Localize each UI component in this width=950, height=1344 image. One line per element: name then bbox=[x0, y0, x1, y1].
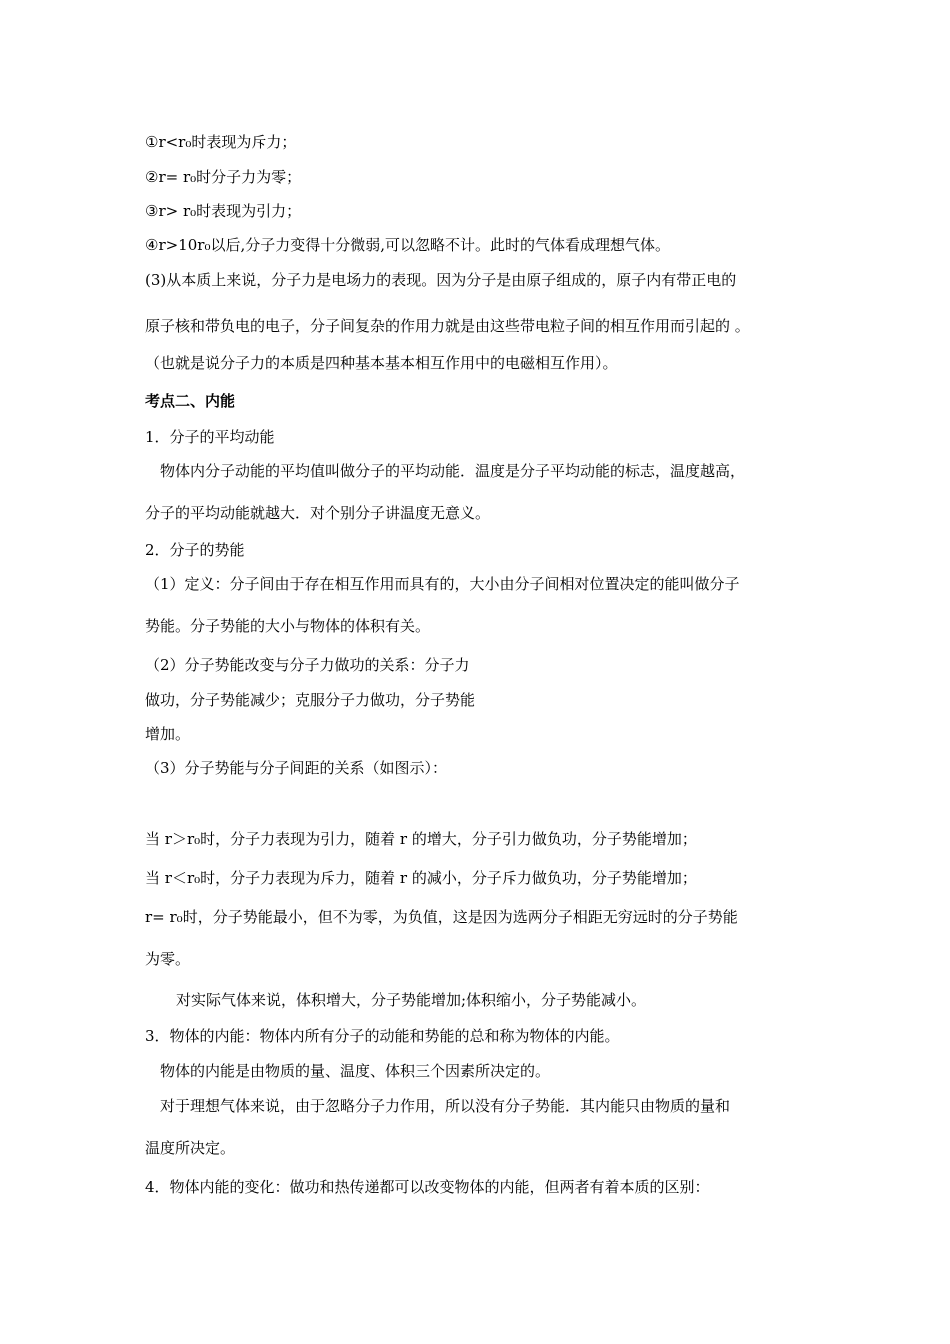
text-line: 温度所决定。 bbox=[145, 1139, 236, 1157]
text-line: ②r= r₀时分子力为零； bbox=[145, 168, 302, 186]
text-line: 增加。 bbox=[145, 725, 191, 743]
text-line: 原子核和带负电的电子，分子间复杂的作用力就是由这些带电粒子间的相互作用而引起的 。 bbox=[145, 317, 750, 335]
text-line: （也就是说分子力的本质是四种基本基本相互作用中的电磁相互作用）。 bbox=[145, 354, 618, 372]
text-line: 3．物体的内能：物体内所有分子的动能和势能的总和称为物体的内能。 bbox=[145, 1027, 620, 1045]
text-line: ④r>10r₀以后,分子力变得十分微弱,可以忽略不计。此时的气体看成理想气体。 bbox=[145, 236, 670, 254]
text-line: 物体的内能是由物质的量、温度、体积三个因素所决定的。 bbox=[160, 1062, 551, 1080]
text-line: 对于理想气体来说，由于忽略分子力作用，所以没有分子势能．其内能只由物质的量和 bbox=[160, 1097, 731, 1115]
text-line: 为零。 bbox=[145, 950, 191, 968]
text-line: ①r<r₀时表现为斥力； bbox=[145, 133, 297, 151]
text-line: r= r₀时，分子势能最小，但不为零，为负值，这是因为选两分子相距无穷远时的分子势能 bbox=[145, 908, 738, 926]
text-line: 势能。分子势能的大小与物体的体积有关。 bbox=[145, 617, 431, 635]
text-line: 物体内分子动能的平均值叫做分子的平均动能．温度是分子平均动能的标志，温度越高， bbox=[160, 462, 746, 480]
text-line: 做功，分子势能减少；克服分子力做功，分子势能 bbox=[145, 691, 476, 709]
text-line: 4．物体内能的变化：做功和热传递都可以改变物体的内能，但两者有着本质的区别： bbox=[145, 1178, 710, 1196]
text-line: 1．分子的平均动能 bbox=[145, 428, 275, 446]
section-heading: 考点二、内能 bbox=[145, 392, 236, 410]
text-line: 当 r＜r₀时，分子力表现为斥力，随着 r 的减小，分子斥力做负功，分子势能增加； bbox=[145, 869, 697, 887]
text-line: 对实际气体来说，体积增大，分子势能增加;体积缩小，分子势能减小。 bbox=[176, 991, 647, 1009]
text-line: 当 r＞r₀时，分子力表现为引力，随着 r 的增大，分子引力做负功，分子势能增加； bbox=[145, 830, 697, 848]
text-line: （1）定义：分子间由于存在相互作用而具有的，大小由分子间相对位置决定的能叫做分子 bbox=[145, 575, 740, 593]
text-line: （2）分子势能改变与分子力做功的关系：分子力 bbox=[145, 656, 470, 674]
text-line: 2．分子的势能 bbox=[145, 541, 245, 559]
text-line: （3）分子势能与分子间距的关系（如图示）： bbox=[145, 759, 448, 777]
text-line: 分子的平均动能就越大．对个别分子讲温度无意义。 bbox=[145, 504, 491, 522]
text-line: ③r> r₀时表现为引力； bbox=[145, 202, 302, 220]
text-line: (3)从本质上来说，分子力是电场力的表现。因为分子是由原子组成的，原子内有带正电的 bbox=[145, 271, 737, 289]
